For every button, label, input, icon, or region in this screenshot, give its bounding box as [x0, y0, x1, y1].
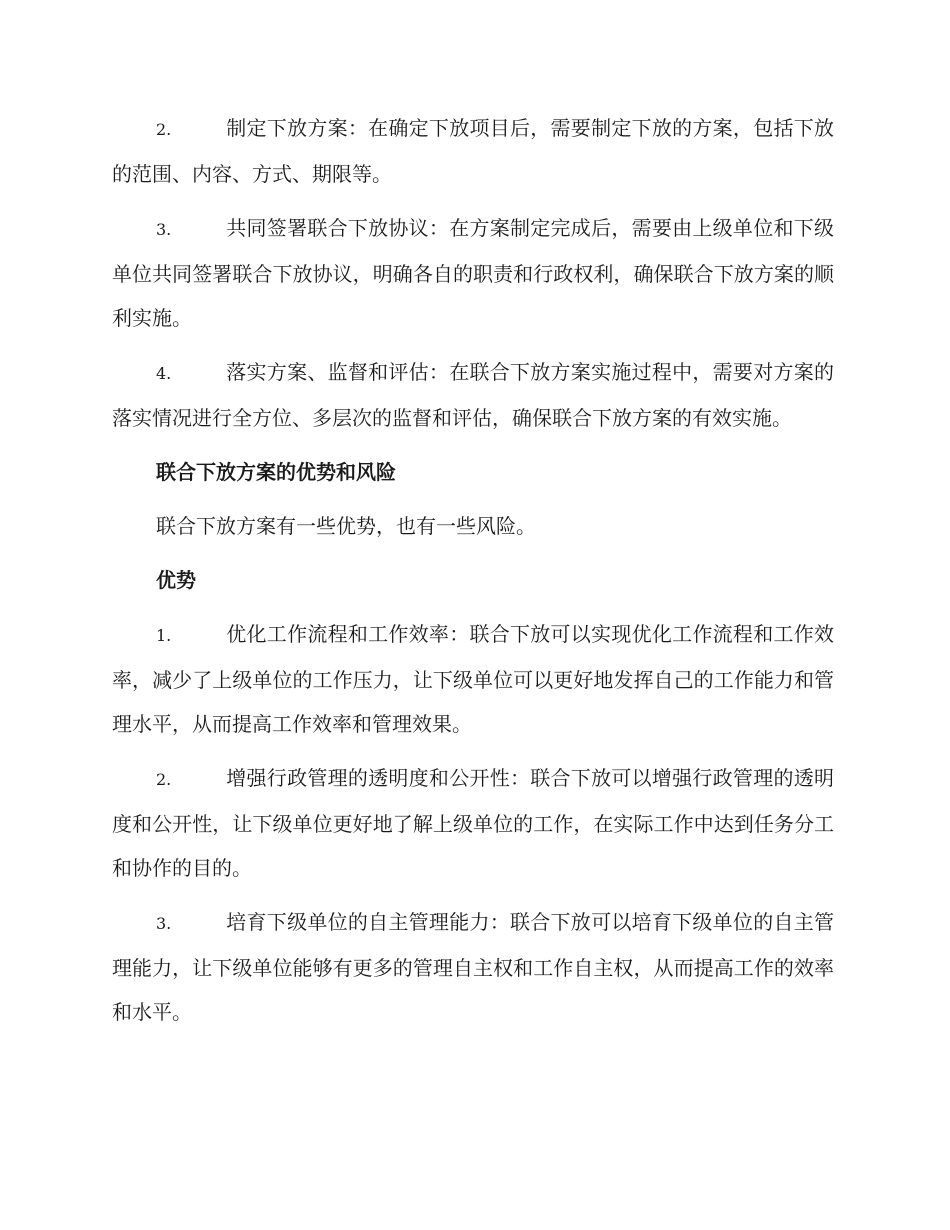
list-text: 落实方案、监督和评估：在联合下放方案实施过程中，需要对方案的落实情况进行全方位、多层次的监督和评估，确保联合下放方案的有效实施。	[112, 360, 834, 430]
list-text: 培育下级单位的自主管理能力：联合下放可以培育下级单位的自主管理能力，让下级单位能够有更多的管理自主权和工作自主权，从而提高工作的效率和水平。	[112, 910, 834, 1024]
list-item	[112, 206, 834, 340]
list-text: 共同签署联合下放协议：在方案制定完成后，需要由上级单位和下级单位共同签署联合下放协议，明确各自的职责和行政权利，确保联合下放方案的顺利实施。	[112, 216, 834, 330]
list-text: 优化工作流程和工作效率：联合下放可以实现优化工作流程和工作效率，减少了上级单位的工作压力，让下级单位可以更好地发挥自己的工作能力和管理水平，从而提高工作效率和管理效果。	[112, 622, 834, 736]
list-item	[112, 900, 834, 1034]
list-text: 增强行政管理的透明度和公开性：联合下放可以增强行政管理的透明度和公开性，让下级单位更好地了解上级单位的工作，在实际工作中达到任务分工和协作的目的。	[112, 766, 834, 880]
list-number: 2.	[156, 770, 172, 789]
intro-paragraph: 联合下放方案有一些优势，也有一些风险。	[156, 514, 536, 538]
list-item	[112, 106, 834, 196]
list-number: 3.	[156, 914, 172, 933]
list-number: 3.	[156, 220, 172, 239]
document-content	[112, 106, 834, 1044]
list-number: 2.	[156, 120, 172, 139]
list-text: 制定下放方案：在确定下放项目后，需要制定下放的方案，包括下放的范围、内容、方式、期限等。	[112, 116, 834, 186]
list-number: 1.	[156, 626, 172, 645]
list-item	[112, 350, 834, 440]
list-item	[112, 612, 834, 746]
sub-heading: 优势	[156, 568, 196, 592]
section-heading: 联合下放方案的优势和风险	[156, 460, 396, 484]
list-item	[112, 756, 834, 890]
list-number: 4.	[156, 364, 172, 383]
